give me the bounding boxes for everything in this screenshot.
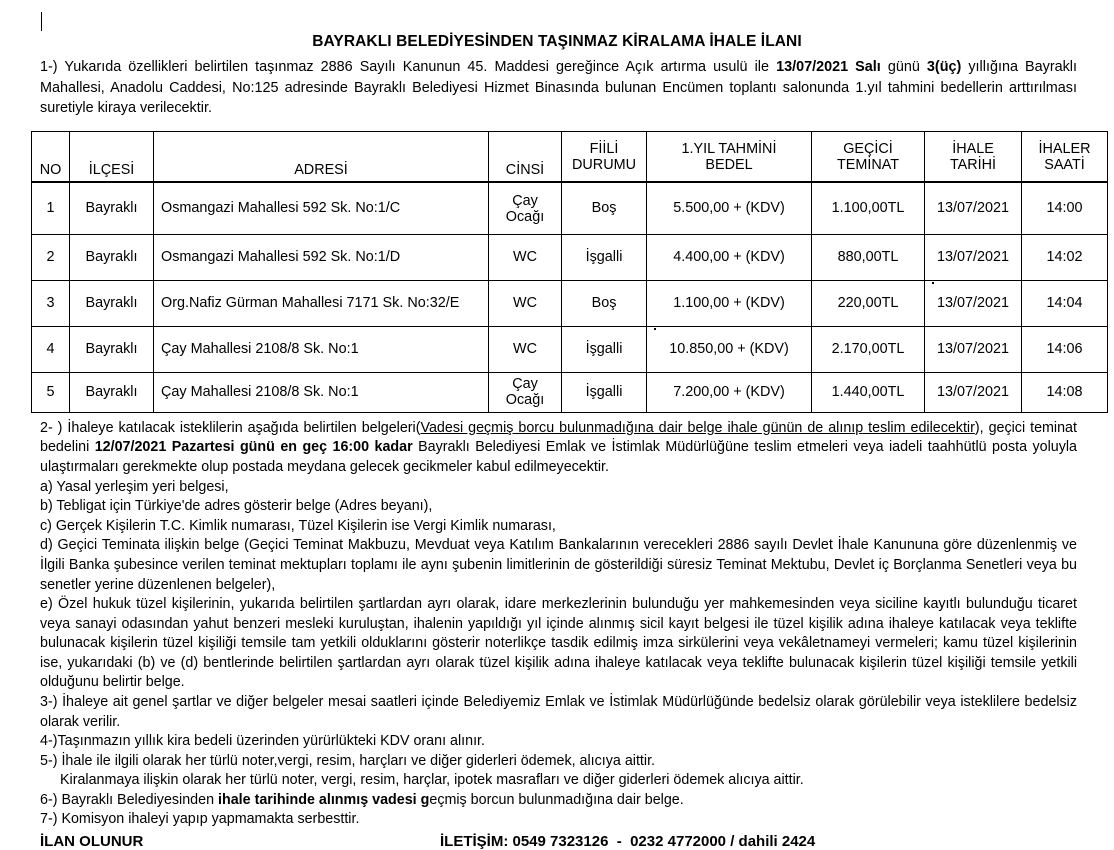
cell-no: 2: [32, 234, 70, 280]
cell-cinsi: WC: [489, 280, 562, 326]
cell-cinsi: [489, 372, 562, 412]
cell-no: 3: [32, 280, 70, 326]
cell-no: 5: [32, 372, 70, 412]
column-header-tarih-line2: TARİHİ: [949, 156, 997, 173]
clause-6-part-a: 6-) Bayraklı Belediyesinden: [40, 791, 219, 808]
cell-fiili-durumu: İşgalli: [562, 326, 647, 372]
cell-cinsi: WC: [489, 234, 562, 280]
cell-saat: 14:02: [1022, 234, 1108, 280]
cell-ilcesi: Bayraklı: [70, 326, 154, 372]
cell-cinsi: WC: [489, 326, 562, 372]
column-header-tarih-line1: İHALE: [952, 140, 994, 157]
table-row: [32, 234, 1108, 280]
cell-bedel: 4.400,00 + (KDV): [647, 234, 812, 280]
column-header-no: NO: [32, 132, 70, 183]
table-row: [32, 372, 1108, 412]
intro-part-3: yıllığına Bayraklı Mahallesi, Anadolu Caddesi, No:125 adresinde Bayraklı Belediyesi Hizmet Binasında bulunan Encümen toplantı salonunda 1.yıl tahmini bedellerin arttırılması suretiyle kiraya verilecektir.: [40, 59, 1078, 116]
cell-cinsi-line1: Çay: [512, 192, 538, 209]
cell-fiili-durumu: Boş: [562, 182, 647, 234]
clause-2-underlined: Vadesi geçmiş borcu bulunmadığına dair belge ihale günün de alınıp teslim edilecektir: [420, 419, 975, 436]
cell-adresi: Org.Nafiz Gürman Mahallesi 7171 Sk. No:32/E: [154, 280, 489, 326]
cell-tarih: 13/07/2021: [925, 182, 1022, 234]
cell-cinsi-line1: Çay: [512, 376, 538, 393]
page-title: BAYRAKLI BELEDİYESİNDEN TAŞINMAZ KİRALAMA İHALE İLANI: [312, 33, 802, 50]
column-header-teminat-line1: GEÇİCİ: [843, 140, 893, 157]
intro-bold-years: 3(üç): [926, 59, 962, 76]
cell-saat: 14:08: [1022, 372, 1108, 412]
cell-ilcesi: Bayraklı: [70, 372, 154, 412]
column-header-tarih: [925, 132, 1022, 183]
cell-ilcesi: Bayraklı: [70, 182, 154, 234]
cell-cinsi-line2: Ocağı: [505, 392, 545, 409]
text-caret-mark: [41, 12, 42, 31]
intro-paragraph: [40, 57, 1077, 118]
clause-7: 7-) Komisyon ihaleyi yapıp yapmamakta serbesttir.: [40, 811, 360, 828]
column-header-cinsi: CİNSİ: [489, 132, 562, 183]
clause-c: c) Gerçek Kişilerin T.C. Kimlik numarası, Tüzel Kişilerin ise Vergi Kimlik numarası,: [40, 517, 556, 534]
intro-part-2: günü: [880, 59, 927, 76]
column-header-bedel: [647, 132, 812, 183]
cell-saat: 14:06: [1022, 326, 1108, 372]
cell-bedel-text: 10.850,00 + (KDV): [669, 341, 789, 358]
clause-4: 4-)Taşınmazın yıllık kira bedeli üzerinden yürürlükteki KDV oranı alınır.: [40, 733, 485, 750]
clause-e: e) Özel hukuk tüzel kişilerinin, yukarıda belirtilen şartlardan ayrı olarak, idare merkezlerinin bulunduğu yer mahkemesinden veya siciline kayıtlı bulunduğu ticaret veya sanayi odasından yahut benzeri mesleki kuruluştan, ihalenin yapıldığı yıl içinde alınmış sicil kayıt belgesi ile tüzel kişilik adına ihaleye katılacak veya teklifte bulunacak kişilerin tüzel kişiliği temsile tam yetkili olduklarını gösterir noterlikçe tasdik edilmiş imza sirkülerini veya vekâletnameyi vermeleri; kamu tüzel kişilerinin ise, yukarıdaki (b) ve (d) bentlerinde belirtilen şartlardan ayrı olarak tüzel kişilik adına ihaleye katılacak veya teklifte bulunacak kişilerin tüzel kişiliği temsile yetkili olduğunu belirtir belge.: [40, 596, 1077, 691]
cell-adresi: Çay Mahallesi 2108/8 Sk. No:1: [154, 326, 489, 372]
clause-6-part-b: eçmiş borcun bulunmadığına dair belge.: [429, 791, 684, 808]
clause-2-bold-deadline: 12/07/2021 Pazartesi günü en geç 16:00 kadar: [94, 439, 413, 456]
ilan-olunur-label: İLAN OLUNUR: [40, 833, 144, 850]
cell-fiili-durumu: İşgalli: [562, 234, 647, 280]
cell-saat: 14:04: [1022, 280, 1108, 326]
cell-teminat: 1.440,00TL: [812, 372, 925, 412]
intro-part-1: 1-) Yukarıda özellikleri belirtilen taşınmaz 2886 Sayılı Kanunun 45. Maddesi gereğince Açık artırma usulü ile: [40, 59, 777, 76]
clause-5: 5-) İhale ile ilgili olarak her türlü noter,vergi, resim, harçları ve diğer giderleri ödemek, alıcıya aittir.: [40, 752, 656, 769]
column-header-fiili-durumu: [562, 132, 647, 183]
clause-b: b) Tebligat için Türkiye'de adres gösterir belge (Adres beyanı),: [40, 498, 433, 515]
column-header-saat-line2: SAATİ: [1044, 156, 1085, 173]
cell-cinsi: [489, 182, 562, 234]
cell-teminat: 2.170,00TL: [812, 326, 925, 372]
cell-tarih-text: 13/07/2021: [936, 295, 1010, 312]
cell-no: 4: [32, 326, 70, 372]
column-header-saat: [1022, 132, 1108, 183]
clause-6: [40, 791, 1077, 811]
table-row: [32, 182, 1108, 234]
tender-table: [31, 131, 1108, 413]
column-header-fiili-durumu-line2: DURUMU: [572, 156, 636, 173]
column-header-teminat: [812, 132, 925, 183]
cell-tarih: 13/07/2021: [925, 234, 1022, 280]
cell-bedel: 7.200,00 + (KDV): [647, 372, 812, 412]
clause-3: 3-) İhaleye ait genel şartlar ve diğer belgeler mesai saatleri içinde Belediyemiz Emlak ve İstimlak Müdürlüğünde bedelsiz olarak görülebilir veya isteklilere bedelsiz olarak verilir.: [40, 694, 1077, 730]
clause-a: a) Yasal yerleşim yeri belgesi,: [40, 478, 229, 495]
table-row: [32, 326, 1108, 372]
column-header-bedel-line1: 1.YIL TAHMİNİ: [681, 140, 777, 157]
cell-tarih: [925, 280, 1022, 326]
table-header-row: [32, 132, 1108, 183]
table-row: [32, 280, 1108, 326]
cell-teminat: 880,00TL: [812, 234, 925, 280]
cell-ilcesi: Bayraklı: [70, 280, 154, 326]
cell-no: 1: [32, 182, 70, 234]
clause-2-part-b: ), geçici teminat bedelini: [40, 419, 1077, 456]
cell-teminat: 1.100,00TL: [812, 182, 925, 234]
cell-fiili-durumu: Boş: [562, 280, 647, 326]
cell-bedel: 1.100,00 + (KDV): [647, 280, 812, 326]
intro-bold-date: 13/07/2021 Salı: [776, 59, 881, 76]
cell-fiili-durumu: İşgalli: [562, 372, 647, 412]
column-header-saat-line1: İHALER: [1038, 140, 1091, 157]
cell-tarih: 13/07/2021: [925, 326, 1022, 372]
column-header-ilcesi: İLÇESİ: [70, 132, 154, 183]
column-header-teminat-line2: TEMİNAT: [836, 156, 900, 173]
column-header-adresi: ADRESİ: [154, 132, 489, 183]
cell-saat: 14:00: [1022, 182, 1108, 234]
cell-cinsi-line2: Ocağı: [505, 208, 545, 225]
conditions-body: [40, 419, 1077, 830]
cell-ilcesi: Bayraklı: [70, 234, 154, 280]
clause-2: [40, 419, 1077, 478]
clause-5-sub: Kiralanmaya ilişkin olarak her türlü noter, vergi, resim, harçlar, ipotek masrafları ve diğer giderleri ödemek alıcıya aittir.: [60, 772, 804, 789]
clause-2-part-c: Bayraklı Belediyesi Emlak ve İstimlak Müdürlüğüne teslim etmeleri veya iadeli taahhütlü posta yoluyla ulaştırmaları gerekmekte olup postada meydana gelecek gecikmeler kabul edilmeyecektir.: [40, 439, 1077, 476]
cell-bedel: [647, 326, 812, 372]
contact-info: İLETİŞİM: 0549 7323126 - 0232 4772000 / dahili 2424: [440, 833, 816, 850]
clause-6-bold: ihale tarihinde alınmış vadesi g: [218, 791, 430, 808]
column-header-fiili-durumu-line1: FİİLİ: [589, 140, 619, 157]
column-header-bedel-line2: BEDEL: [705, 156, 753, 173]
cell-adresi: Çay Mahallesi 2108/8 Sk. No:1: [154, 372, 489, 412]
footer: [40, 833, 1114, 850]
clause-2-part-a: 2- ) İhaleye katılacak isteklilerin aşağıda belirtilen belgeleri(: [40, 419, 421, 436]
cell-adresi: Osmangazi Mahallesi 592 Sk. No:1/D: [154, 234, 489, 280]
cell-teminat: 220,00TL: [812, 280, 925, 326]
clause-d: d) Geçici Teminata ilişkin belge (Geçici Teminat Makbuzu, Mevduat veya Katılım Bankalarının verecekleri 2886 sayılı Devlet İhale Kanununa göre düzenlenmiş ve İlgili Banka şubesince verilen teminat mektupları toplamı ile aynı şubenin limitlerinin de gösterildiği süresiz Teminat Mektubu, Devlet iç Borçlanma Senetleri veya bu senetler yerine düzenlenen belgeler),: [40, 537, 1077, 593]
cell-adresi: Osmangazi Mahallesi 592 Sk. No:1/C: [154, 182, 489, 234]
cell-tarih: 13/07/2021: [925, 372, 1022, 412]
cell-bedel: 5.500,00 + (KDV): [647, 182, 812, 234]
